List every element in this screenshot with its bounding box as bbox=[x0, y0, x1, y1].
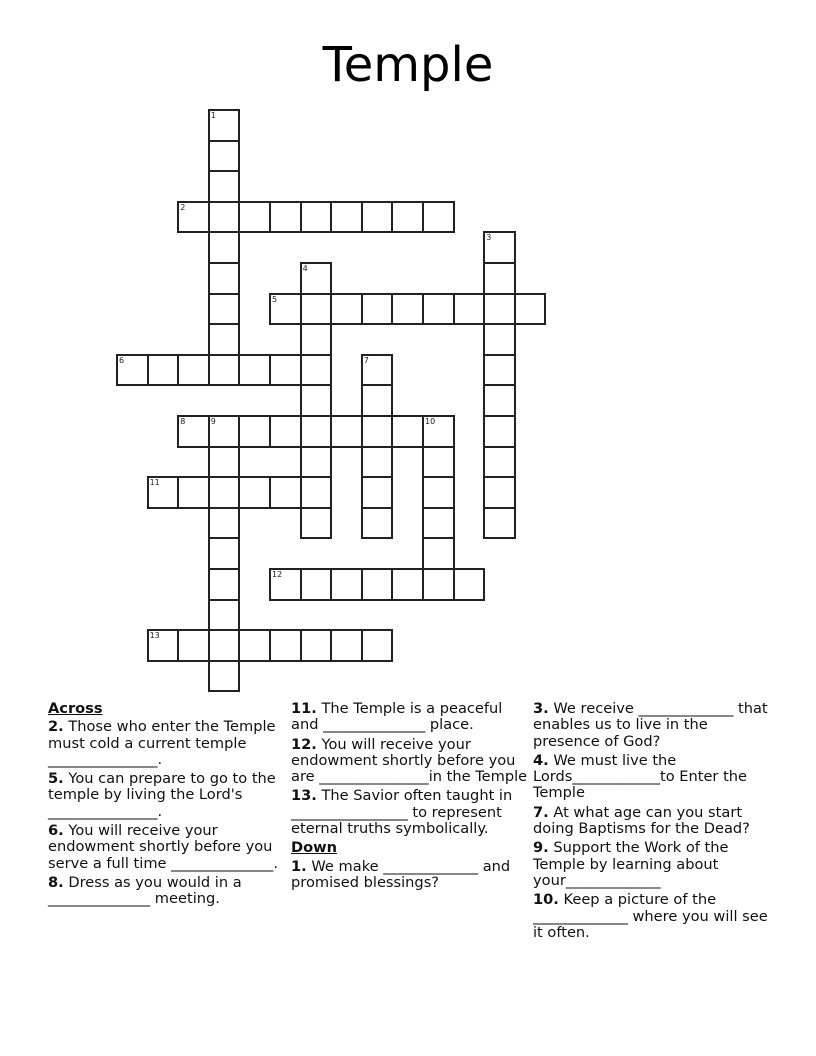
clue-across-12 bbox=[291, 737, 531, 786]
grid-cell[interactable] bbox=[208, 415, 241, 448]
grid-cell[interactable] bbox=[300, 293, 333, 326]
clue-number: 13. bbox=[291, 787, 317, 805]
grid-cell[interactable] bbox=[208, 109, 241, 142]
clue-text: You will receive your endowment shortly before you are _______________in the Temple bbox=[291, 735, 528, 786]
clue-text: We make _____________ and promised blessings? bbox=[291, 857, 511, 891]
clue-down-3 bbox=[533, 701, 773, 750]
grid-cell[interactable] bbox=[422, 293, 455, 326]
clue-text: The Temple is a peaceful and ______________ place. bbox=[291, 700, 503, 734]
grid-cell[interactable] bbox=[361, 476, 394, 509]
grid-cell[interactable] bbox=[238, 476, 271, 509]
clue-number: 12. bbox=[291, 735, 317, 753]
clues-column-1 bbox=[48, 701, 288, 911]
grid-cell[interactable] bbox=[483, 231, 516, 264]
grid-cell[interactable] bbox=[177, 415, 210, 448]
clue-across-8 bbox=[48, 875, 288, 908]
cell-number: 10 bbox=[425, 417, 436, 426]
grid-cell[interactable] bbox=[300, 262, 333, 295]
grid-cell[interactable] bbox=[177, 354, 210, 387]
cell-number: 1 bbox=[210, 111, 216, 120]
grid-cell[interactable] bbox=[208, 476, 241, 509]
clue-number: 2. bbox=[48, 718, 64, 736]
grid-cell[interactable] bbox=[483, 323, 516, 356]
grid-cell[interactable] bbox=[208, 323, 241, 356]
grid-cell[interactable] bbox=[300, 476, 333, 509]
clue-number: 1. bbox=[291, 857, 307, 875]
grid-cell[interactable] bbox=[208, 537, 241, 570]
grid-cell[interactable] bbox=[147, 476, 180, 509]
grid-cell[interactable] bbox=[483, 476, 516, 509]
grid-cell[interactable] bbox=[391, 415, 424, 448]
grid-cell[interactable] bbox=[269, 415, 302, 448]
grid-cell[interactable] bbox=[208, 170, 241, 203]
grid-cell[interactable] bbox=[238, 354, 271, 387]
clue-across-6 bbox=[48, 823, 288, 872]
grid-cell[interactable] bbox=[208, 629, 241, 662]
cell-number: 3 bbox=[486, 233, 492, 243]
grid-cell[interactable] bbox=[483, 507, 516, 540]
grid-cell[interactable] bbox=[177, 476, 210, 509]
grid-cell[interactable] bbox=[238, 201, 271, 234]
grid-cell[interactable] bbox=[422, 476, 455, 509]
cell-number: 11 bbox=[149, 478, 160, 488]
clue-number: 11. bbox=[291, 700, 317, 717]
clue-down-7 bbox=[533, 805, 773, 838]
grid-cell[interactable] bbox=[361, 568, 394, 601]
clue-text: Keep a picture of the _____________ where you will see it often. bbox=[533, 891, 768, 941]
grid-cell[interactable] bbox=[300, 323, 333, 356]
grid-cell[interactable] bbox=[453, 293, 486, 326]
cell-number: 8 bbox=[180, 417, 186, 426]
cell-number: 9 bbox=[210, 417, 216, 426]
grid-cell[interactable] bbox=[361, 354, 394, 387]
grid-cell[interactable] bbox=[361, 201, 394, 234]
grid-cell[interactable] bbox=[422, 507, 455, 540]
grid-cell[interactable] bbox=[300, 415, 333, 448]
clue-text: At what age can you start doing Baptisms for the Dead? bbox=[533, 803, 750, 838]
grid-cell[interactable] bbox=[269, 568, 302, 601]
grid-cell[interactable] bbox=[208, 507, 241, 540]
clue-number: 4. bbox=[533, 751, 549, 769]
clue-text: Those who enter the Temple must cold a current temple _______________. bbox=[48, 718, 276, 768]
grid-cell[interactable] bbox=[269, 201, 302, 234]
grid-cell[interactable] bbox=[361, 629, 394, 662]
grid-cell[interactable] bbox=[238, 415, 271, 448]
clue-text: We receive _____________ that enables us to live in the presence of God? bbox=[533, 700, 768, 750]
grid-cell[interactable] bbox=[269, 293, 302, 326]
cell-number: 12 bbox=[272, 570, 283, 579]
grid-cell[interactable] bbox=[269, 476, 302, 509]
grid-cell[interactable] bbox=[483, 262, 516, 295]
clue-across-5 bbox=[48, 771, 288, 820]
grid-cell[interactable] bbox=[208, 140, 241, 173]
grid-cell[interactable] bbox=[514, 293, 547, 326]
grid-cell[interactable] bbox=[208, 446, 241, 479]
grid-cell[interactable] bbox=[300, 507, 333, 540]
clue-number: 8. bbox=[48, 873, 64, 891]
cell-number: 6 bbox=[119, 355, 125, 365]
clue-text: We must live the Lords____________to Enter the Temple bbox=[533, 751, 748, 802]
grid-cell[interactable] bbox=[300, 201, 333, 234]
grid-cell[interactable] bbox=[391, 201, 424, 234]
clue-text: You can prepare to go to the temple by living the Lord's _______________. bbox=[48, 770, 276, 820]
grid-cell[interactable] bbox=[361, 293, 394, 326]
clue-number: 9. bbox=[533, 839, 549, 857]
grid-cell[interactable] bbox=[483, 415, 516, 448]
grid-cell[interactable] bbox=[300, 384, 333, 417]
grid-cell[interactable] bbox=[391, 568, 424, 601]
cell-number: 13 bbox=[149, 631, 160, 641]
clue-text: You will receive your endowment shortly before you serve a full time ______________. bbox=[48, 822, 278, 872]
clues-column-3 bbox=[533, 701, 773, 944]
clue-number: 5. bbox=[48, 770, 64, 788]
clue-down-9 bbox=[533, 840, 773, 889]
clue-down-10 bbox=[533, 892, 773, 941]
cell-number: 4 bbox=[302, 264, 308, 273]
grid-cell[interactable] bbox=[208, 354, 241, 387]
grid-cell[interactable] bbox=[361, 415, 394, 448]
grid-cell[interactable] bbox=[483, 293, 516, 326]
across-heading: Across bbox=[48, 700, 103, 717]
grid-cell[interactable] bbox=[208, 660, 241, 693]
grid-cell[interactable] bbox=[422, 415, 455, 448]
grid-cell[interactable] bbox=[269, 354, 302, 387]
grid-cell[interactable] bbox=[300, 629, 333, 662]
grid-cell[interactable] bbox=[361, 507, 394, 540]
grid-cell[interactable] bbox=[147, 629, 180, 662]
grid-cell[interactable] bbox=[116, 354, 149, 387]
grid-cell[interactable] bbox=[483, 446, 516, 479]
cell-number: 2 bbox=[180, 202, 186, 212]
grid-cell[interactable] bbox=[300, 354, 333, 387]
cell-number: 5 bbox=[272, 294, 278, 304]
grid-cell[interactable] bbox=[330, 629, 363, 662]
grid-cell[interactable] bbox=[330, 568, 363, 601]
down-heading: Down bbox=[291, 839, 338, 857]
grid-cell[interactable] bbox=[422, 201, 455, 234]
cell-number: 7 bbox=[363, 355, 369, 365]
clue-text: The Savior often taught in ________________ to represent eternal truths symbolically. bbox=[291, 787, 513, 838]
clue-across-13 bbox=[291, 788, 531, 837]
grid-cell[interactable] bbox=[422, 537, 455, 570]
clue-number: 10. bbox=[533, 891, 559, 909]
grid-cell[interactable] bbox=[238, 629, 271, 662]
clue-across-2 bbox=[48, 719, 288, 768]
clue-text: Dress as you would in a ______________ meeting. bbox=[48, 873, 242, 908]
grid-cell[interactable] bbox=[422, 568, 455, 601]
grid-cell[interactable] bbox=[269, 629, 302, 662]
grid-cell[interactable] bbox=[453, 568, 486, 601]
page-title: Temple bbox=[322, 37, 494, 93]
grid-cell[interactable] bbox=[361, 384, 394, 417]
clue-down-1 bbox=[291, 859, 531, 892]
clue-number: 6. bbox=[48, 822, 64, 840]
grid-cell[interactable] bbox=[422, 446, 455, 479]
grid-cell[interactable] bbox=[330, 201, 363, 234]
grid-cell[interactable] bbox=[300, 568, 333, 601]
grid-cell[interactable] bbox=[330, 415, 363, 448]
grid-cell[interactable] bbox=[208, 201, 241, 234]
clue-number: 3. bbox=[533, 700, 549, 717]
grid-cell[interactable] bbox=[361, 446, 394, 479]
clue-number: 7. bbox=[533, 803, 549, 821]
grid-cell[interactable] bbox=[208, 568, 241, 601]
grid-cell[interactable] bbox=[483, 384, 516, 417]
grid-cell[interactable] bbox=[177, 201, 210, 234]
grid-cell[interactable] bbox=[147, 354, 180, 387]
clue-down-4 bbox=[533, 753, 773, 802]
grid-cell[interactable] bbox=[177, 629, 210, 662]
grid-cell[interactable] bbox=[208, 293, 241, 326]
grid-cell[interactable] bbox=[483, 354, 516, 387]
clue-text: Support the Work of the Temple by learning about your_____________ bbox=[533, 839, 729, 889]
grid-cell[interactable] bbox=[208, 231, 241, 264]
clues-column-2 bbox=[291, 701, 531, 894]
grid-cell[interactable] bbox=[208, 262, 241, 295]
grid-cell[interactable] bbox=[208, 599, 241, 632]
grid-cell[interactable] bbox=[330, 293, 363, 326]
clue-across-11 bbox=[291, 701, 531, 734]
grid-cell[interactable] bbox=[391, 293, 424, 326]
grid-cell[interactable] bbox=[300, 446, 333, 479]
